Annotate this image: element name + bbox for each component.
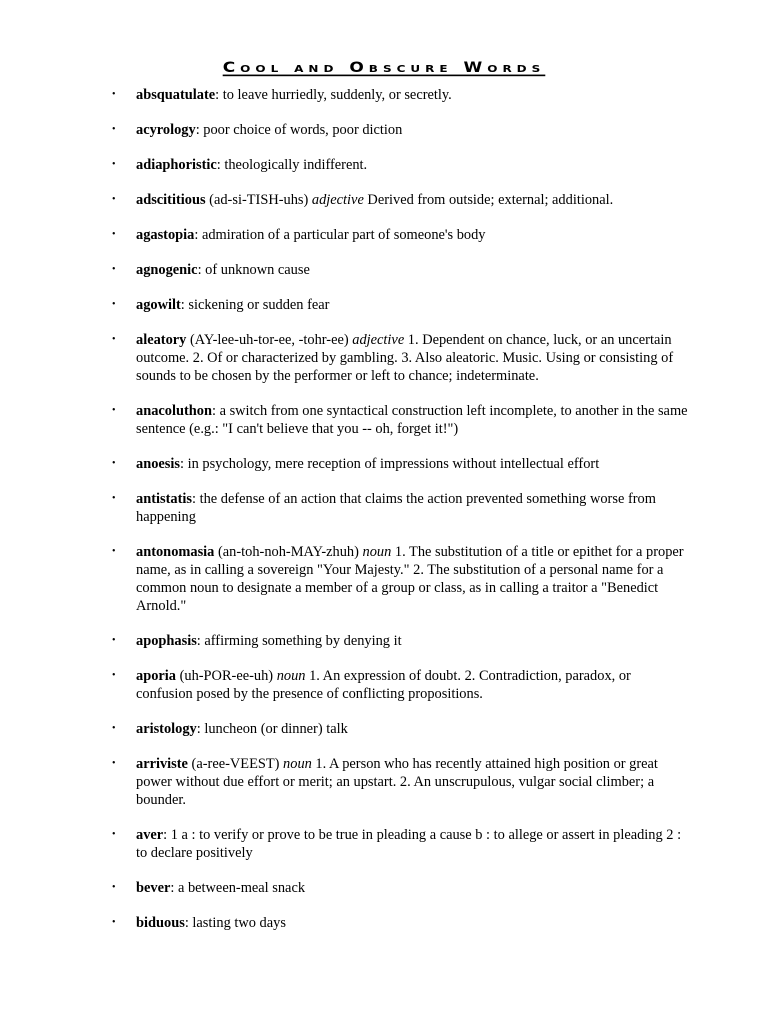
list-item — [0, 402, 768, 438]
entry-term: anacoluthon — [136, 403, 212, 419]
entry-definition: 1. The substitution of a title or epithet for a proper name, as in calling a sovereign "Your Majesty." 2. The substitution of a personal name for a common noun to designate a member of a group or class, as in calling a traitor a "Benedict Arnold." — [136, 544, 684, 614]
entry-pronunciation: (a-ree-VEEST) — [187, 756, 284, 772]
list-item — [0, 879, 768, 897]
entry-part-of-speech: adjective — [352, 332, 405, 348]
list-item — [0, 826, 768, 862]
list-item — [0, 720, 768, 738]
entry-term: acyrology — [136, 122, 196, 138]
list-item — [0, 156, 768, 174]
bullet-icon: • — [112, 917, 116, 928]
entry-term: bever — [136, 880, 171, 896]
list-item — [0, 632, 768, 650]
entry-pronunciation: (ad-si-TISH-uhs) — [205, 192, 312, 208]
bullet-icon: • — [112, 159, 116, 170]
bullet-icon: • — [112, 546, 116, 557]
list-item — [0, 86, 768, 104]
bullet-icon: • — [112, 264, 116, 275]
bullet-icon: • — [112, 829, 116, 840]
entry-definition: : in psychology, mere reception of impressions without intellectual effort — [179, 456, 600, 472]
entry-term: antistatis — [136, 491, 192, 507]
entry-term: absquatulate — [136, 87, 216, 103]
entry-definition: : affirming something by denying it — [196, 633, 402, 649]
list-item — [0, 455, 768, 473]
entry-definition: 1. An expression of doubt. 2. Contradiction, paradox, or confusion posed by the presence of conflicting propositions. — [136, 668, 631, 702]
bullet-icon: • — [112, 758, 116, 769]
entry-part-of-speech: noun — [283, 756, 312, 772]
list-item — [0, 667, 768, 703]
entry-term: apophasis — [136, 633, 197, 649]
bullet-icon: • — [112, 334, 116, 345]
bullet-icon: • — [112, 723, 116, 734]
entry-term: adscititious — [136, 192, 206, 208]
entry-definition: : the defense of an action that claims the action prevented something worse from happening — [136, 491, 656, 525]
entry-definition: : sickening or sudden fear — [180, 297, 330, 313]
entry-pronunciation: (an-toh-noh-MAY-zhuh) — [214, 544, 363, 560]
entry-definition: : lasting two days — [184, 915, 286, 931]
entry-term: antonomasia — [136, 544, 215, 560]
entry-term: agowilt — [136, 297, 181, 313]
entry-definition: : of unknown cause — [197, 262, 310, 278]
list-item — [0, 261, 768, 279]
entry-term: agastopia — [136, 227, 195, 243]
bullet-icon: • — [112, 405, 116, 416]
entry-term: anoesis — [136, 456, 180, 472]
entry-definition: 1. Dependent on chance, luck, or an uncertain outcome. 2. Of or characterized by gambling. 3. Also aleatoric. Music. Using or consisting of sounds to be chosen by the performer or left to chance; indeterminate. — [136, 332, 674, 384]
bullet-icon: • — [112, 124, 116, 135]
entry-term: agnogenic — [136, 262, 198, 278]
bullet-icon: • — [112, 89, 116, 100]
entry-definition: : a switch from one syntactical construction left incomplete, to another in the same sentence (e.g.: "I can't believe that you -- oh, forget it!") — [136, 403, 688, 437]
document-title — [0, 44, 768, 81]
entry-part-of-speech: adjective — [311, 192, 364, 208]
list-item — [0, 331, 768, 385]
list-item — [0, 121, 768, 139]
entry-definition: : admiration of a particular part of someone's body — [194, 227, 486, 243]
list-item — [0, 914, 768, 932]
entry-term: aristology — [136, 721, 197, 737]
bullet-icon: • — [112, 882, 116, 893]
entry-term: aleatory — [136, 332, 187, 348]
entry-definition: : luncheon (or dinner) talk — [196, 721, 348, 737]
bullet-icon: • — [112, 458, 116, 469]
bullet-icon: • — [112, 299, 116, 310]
bullet-icon: • — [112, 493, 116, 504]
entry-definition: Derived from outside; external; additional. — [363, 192, 614, 208]
list-item — [0, 191, 768, 209]
entry-term: biduous — [136, 915, 185, 931]
entry-term: aporia — [136, 668, 176, 684]
entry-term: aver — [136, 827, 164, 843]
entry-definition: : theologically indifferent. — [216, 157, 368, 173]
entry-term: adiaphoristic — [136, 157, 217, 173]
list-item — [0, 296, 768, 314]
entry-definition: : to leave hurriedly, suddenly, or secretly. — [215, 87, 452, 103]
entry-part-of-speech: noun — [276, 668, 306, 684]
bullet-icon: • — [112, 670, 116, 681]
word-list — [0, 86, 768, 949]
document-title-text: Cool and Obscure Words — [222, 59, 546, 77]
entry-definition: 1. A person who has recently attained high position or great power without due effort or merit; an upstart. 2. An unscrupulous, vulgar social climber; a bounder. — [136, 756, 658, 808]
list-item — [0, 226, 768, 244]
bullet-icon: • — [112, 194, 116, 205]
bullet-icon: • — [112, 635, 116, 646]
list-item — [0, 543, 768, 615]
entry-pronunciation: (uh-POR-ee-uh) — [175, 668, 277, 684]
list-item — [0, 490, 768, 526]
entry-definition: : a between-meal snack — [170, 880, 306, 896]
entry-definition: : poor choice of words, poor diction — [195, 122, 403, 138]
entry-definition: : 1 a : to verify or prove to be true in pleading a cause b : to allege or assert in pleading 2 : to declare positively — [136, 827, 682, 861]
entry-term: arriviste — [136, 756, 188, 772]
bullet-icon: • — [112, 229, 116, 240]
entry-pronunciation: (AY-lee-uh-tor-ee, -tohr-ee) — [186, 332, 353, 348]
entry-part-of-speech: noun — [362, 544, 392, 560]
list-item — [0, 755, 768, 809]
